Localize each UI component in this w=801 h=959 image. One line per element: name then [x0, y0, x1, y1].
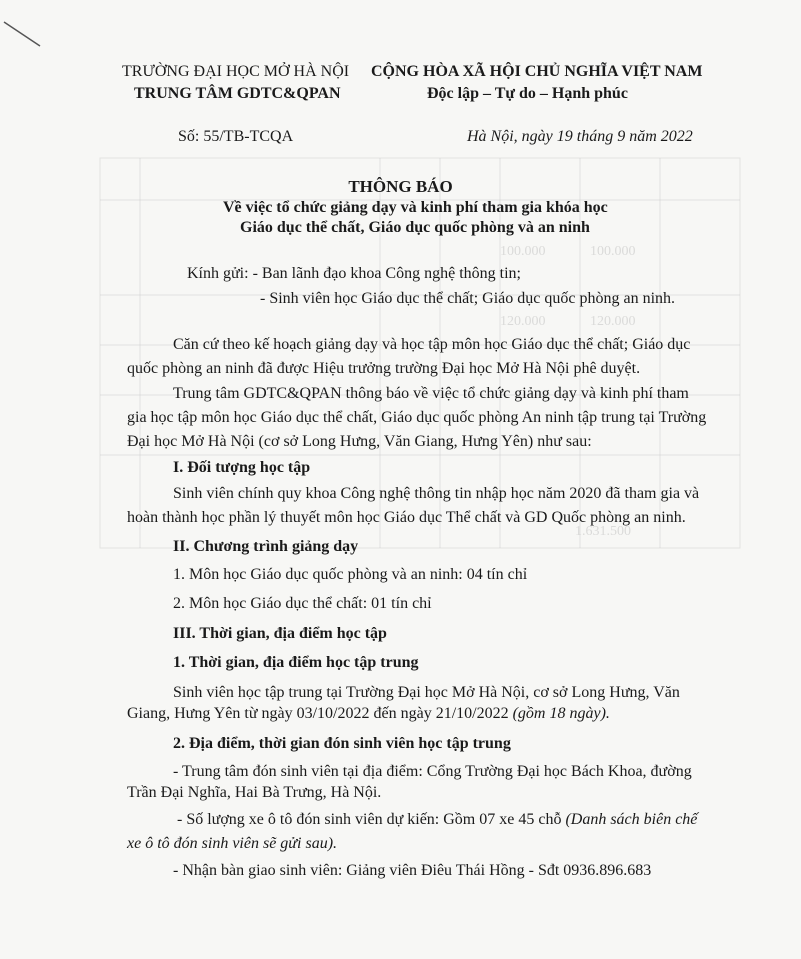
section-1-text-line2: hoàn thành học phần lý thuyết môn học Giáo dục Thể chất và GD Quốc phòng an ninh.: [127, 509, 686, 526]
place-and-date: Hà Nội, ngày 19 tháng 9 năm 2022: [467, 128, 693, 145]
document-subtitle-line1: Về việc tổ chức giảng dạy và kinh phí tham gia khóa học: [223, 199, 608, 216]
section-1-text-line1: Sinh viên chính quy khoa Công nghệ thông tin nhập học năm 2020 đã tham gia và: [173, 485, 700, 502]
section-3-1-text-line2: Giang, Hưng Yên từ ngày 03/10/2022 đến ngày 21/10/2022 (gồm 18 ngày).: [127, 705, 610, 722]
section-3-1-heading: 1. Thời gian, địa điểm học tập trung: [173, 654, 419, 671]
section-3-1-text-line1: Sinh viên học tập trung tại Trường Đại học Mở Hà Nội, cơ sở Long Hưng, Văn: [173, 684, 680, 701]
document-number: Số: 55/TB-TCQA: [178, 128, 294, 145]
paragraph-basis-line1: Căn cứ theo kế hoạch giảng dạy và học tập môn học Giáo dục thể chất; Giáo dục: [173, 336, 691, 353]
recipient-line-1: Kính gửi: - Ban lãnh đạo khoa Công nghệ thông tin;: [187, 265, 521, 282]
bus-list-note: (Danh sách biên chế: [565, 811, 698, 828]
paragraph-announcement-line1: Trung tâm GDTC&QPAN thông báo về việc tổ chức giảng dạy và kinh phí tham: [173, 385, 689, 402]
scan-corner-mark: [0, 0, 50, 50]
recipient-line-2: - Sinh viên học Giáo dục thể chất; Giáo dục quốc phòng an ninh.: [260, 290, 676, 307]
pickup-location-line1: - Trung tâm đón sinh viên tại địa điểm: Cổng Trường Đại học Bách Khoa, đường: [173, 763, 692, 780]
bus-count-line2: xe ô tô đón sinh viên sẽ gửi sau).: [127, 835, 338, 852]
pickup-location-line2: Trần Đại Nghĩa, Hai Bà Trưng, Hà Nội.: [127, 784, 382, 801]
paragraph-announcement-line3: Đại học Mở Hà Nội (cơ sở Long Hưng, Văn Giang, Hưng Yên) như sau:: [127, 433, 592, 450]
section-3-2-heading: 2. Địa điểm, thời gian đón sinh viên học tập trung: [173, 735, 511, 752]
svg-text:100.000: 100.000: [500, 244, 546, 259]
paragraph-basis-line2: quốc phòng an ninh đã được Hiệu trưởng trường Đại học Mở Hà Nội phê duyệt.: [127, 360, 641, 377]
svg-text:100.000: 100.000: [590, 244, 636, 259]
document-subtitle-line2: Giáo dục thể chất, Giáo dục quốc phòng và an ninh: [240, 219, 590, 236]
organization-name: TRƯỜNG ĐẠI HỌC MỞ HÀ NỘI: [122, 63, 350, 80]
document-title: THÔNG BÁO: [348, 177, 453, 196]
paragraph-announcement-line2: gia học tập môn học Giáo dục thể chất, Giáo dục quốc phòng An ninh tập trung tại Trường: [127, 409, 707, 426]
national-motto: Độc lập – Tự do – Hạnh phúc: [427, 85, 628, 102]
svg-text:120.000: 120.000: [500, 314, 546, 329]
svg-text:1.631.500: 1.631.500: [575, 524, 631, 539]
bus-count-line1: - Số lượng xe ô tô đón sinh viên dự kiến: Gồm 07 xe 45 chỗ (Danh sách biên chế: [177, 811, 698, 828]
section-2-item-1: 1. Môn học Giáo dục quốc phòng và an ninh: 04 tín chỉ: [173, 566, 528, 583]
duration-note: (gồm 18 ngày).: [512, 705, 610, 722]
handover-contact: - Nhận bàn giao sinh viên: Giảng viên Điêu Thái Hồng - Sđt 0936.896.683: [173, 862, 652, 879]
section-2-item-2: 2. Môn học Giáo dục thể chất: 01 tín chỉ: [173, 595, 432, 612]
section-3-heading: III. Thời gian, địa điểm học tập: [173, 625, 387, 642]
section-2-heading: II. Chương trình giảng dạy: [173, 538, 359, 555]
svg-text:120.000: 120.000: [590, 314, 636, 329]
section-1-heading: I. Đối tượng học tập: [173, 459, 311, 476]
department-name: TRUNG TÂM GDTC&QPAN: [134, 85, 341, 102]
national-title: CỘNG HÒA XÃ HỘI CHỦ NGHĨA VIỆT NAM: [371, 63, 703, 80]
